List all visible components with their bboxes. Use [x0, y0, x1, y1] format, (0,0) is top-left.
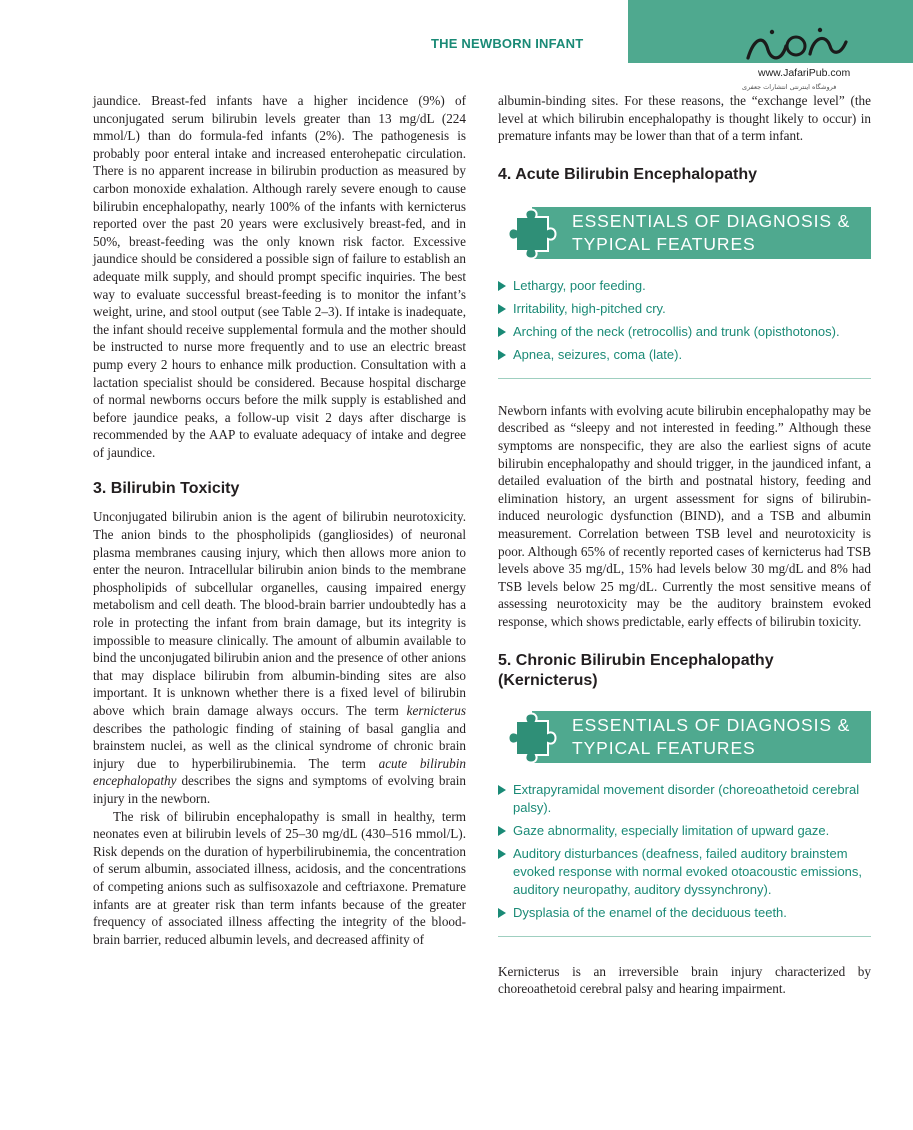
divider [498, 936, 871, 937]
feature-text: Arching of the neck (retrocollis) and trunk (opisthotonos). [513, 323, 840, 339]
feature-item [498, 277, 871, 295]
paragraph-acute-encephalopathy: Newborn infants with evolving acute bilirubin encephalopathy may be described as “sleepy and not interested in feeding.” Although these symptoms are nonspecific, they are also the earliest signs of acute bilirubin encephalopathy and should trigger, in the jaundiced infant, a detailed evaluation of the birth and postnatal history, feeding and elimination history, an urgent assessment for signs of bilirubin-induced neurologic dysfunction (BIND), and a TSB and albumin measurement. Correlation between TSB level and neurotoxicity is poor. Although 65% of recently reported cases of kernicterus had TSB levels above 35 mg/dL, 15% had levels below 30 mg/dL and 8% had TSB levels below 25 mg/dL. Currently the most sensitive means of assessing neurotoxicity may be the auditory brainstem evoked response, which shows predictable, early effects of bilirubin toxicity. [498, 402, 871, 629]
bullet-triangle-icon [498, 327, 506, 337]
essentials-box-acute [502, 207, 871, 259]
section-heading-acute-encephalopathy: 4. Acute Bilirubin Encephalopathy [498, 165, 757, 183]
feature-text: Lethargy, poor feeding. [513, 277, 646, 293]
section-heading-chronic-encephalopathy: 5. Chronic Bilirubin Encephalopathy (Kernicterus) [498, 651, 774, 689]
bullet-triangle-icon [498, 849, 506, 859]
feature-item [498, 845, 871, 899]
left-column [93, 92, 466, 948]
puzzle-piece-icon [502, 705, 566, 769]
divider [498, 378, 871, 379]
paragraph-encephalopathy-risk: The risk of bilirubin encephalopathy is small in healthy, term neonates even at bilirubin levels of 25–30 mg/dL (430–516 mmol/L). Risk depends on the duration of hyperbilirubinemia, the concentration of serum albumin, associated illness, acidosis, and the concentrations of competing anions such as sulfisoxazole and ceftriaxone. Premature infants are at greater risk than term infants because of the greater frequency of associated illness affecting the integrity of the blood-brain barrier, reduced albumin levels, and decreased affinity of [93, 808, 466, 947]
feature-item [498, 822, 871, 840]
feature-item [498, 346, 871, 364]
feature-text: Irritability, high-pitched cry. [513, 300, 666, 316]
feature-text: Auditory disturbances (deafness, failed auditory brainstem evoked response with normal evoked otoacoustic emissions, auditory neuropathy, auditory dyssynchrony). [513, 845, 863, 897]
features-list-chronic [498, 781, 871, 922]
publisher-tagline: فروشگاه اینترنتی انتشارات جعفری [742, 83, 837, 91]
feature-text: Extrapyramidal movement disorder (choreoathetoid cerebral palsy). [513, 781, 860, 815]
features-list-acute [498, 277, 871, 364]
publisher-logo-icon [742, 24, 852, 68]
feature-item [498, 904, 871, 922]
feature-text: Dysplasia of the enamel of the deciduous teeth. [513, 904, 787, 920]
feature-text: Gaze abnormality, especially limitation of upward gaze. [513, 822, 830, 838]
bullet-triangle-icon [498, 826, 506, 836]
bullet-triangle-icon [498, 350, 506, 360]
feature-item [498, 323, 871, 341]
essentials-title: ESSENTIALS OF DIAGNOSIS & TYPICAL FEATURES [572, 714, 851, 758]
running-header: THE NEWBORN INFANT [431, 36, 584, 51]
paragraph-breastfeeding-jaundice: jaundice. Breast-fed infants have a higher incidence (9%) of unconjugated serum bilirubin levels greater than 13 mg/dL (224 mmol/L) than do formula-fed infants (2%). The pathogenesis is probably poor enteral intake and increased enterohepatic circulation. There is no apparent increase in bilirubin production as measured by carbon monoxide exhalation. Although rarely severe enough to cause bilirubin encephalopathy, nearly 100% of the infants with kernicterus reported over the past 20 years were exclusively breast-fed, and in 50%, breast-feeding was the only known risk factor. Excessive jaundice should be considered a possible sign of failure to establish an adequate milk supply, and should prompt specific inquiries. The best way to evaluate successful breast-feeding is to monitor the infant’s weight, urine, and stool output (see Table 2–3). If intake is inadequate, the infant should receive supplemental formula and the mother should be instructed to nurse more frequently and to use an electric breast pump every 2 hours to enhance milk production. Consultation with a lactation specialist should be considered. Because hospital discharge of normal newborns occurs before the milk supply is established and before jaundice peaks, a follow-up visit 2 days after discharge is recommended by the AAP to evaluate adequacy of intake and degree of jaundice. [93, 93, 466, 460]
publisher-url: www.JafariPub.com [758, 67, 851, 79]
bullet-triangle-icon [498, 281, 506, 291]
puzzle-piece-icon [502, 201, 566, 265]
bullet-triangle-icon [498, 908, 506, 918]
bullet-triangle-icon [498, 785, 506, 795]
essentials-box-chronic [502, 711, 871, 763]
section-heading-bilirubin-toxicity: 3. Bilirubin Toxicity [93, 480, 240, 498]
feature-item [498, 781, 871, 817]
paragraph-bilirubin-toxicity: Unconjugated bilirubin anion is the agent of bilirubin neurotoxicity. The anion binds to the phospholipids (gangliosides) of neuronal plasma membranes causing injury, which then allows more anion to enter the neuron. Intracellular bilirubin anion binds to the membrane phospholipids of subcellular organelles, causing impaired energy metabolism and cell death. The blood-brain barrier undoubtedly has a role in protecting the infant from brain damage, but its integrity is impossible to measure clinically. The amount of albumin available to bind the unconjugated bilirubin anion and the presence of other anions that may displace bilirubin from albumin-binding sites are also important. It is unknown whether there is a fixed level of bilirubin above which brain damage always occurs. The term kernicterus describes the pathologic finding of staining of basal ganglia and brainstem nuclei, as well as the clinical syndrome of chronic brain injury due to hyperbilirubinemia. The term acute bilirubin encephalopathy describes the signs and symptoms of evolving brain injury in the newborn. [93, 509, 466, 806]
feature-item [498, 300, 871, 318]
paragraph-kernicterus: Kernicterus is an irreversible brain injury characterized by choreoathetoid cerebral palsy and hearing impairment. [498, 963, 871, 997]
right-column [498, 92, 871, 998]
feature-text: Apnea, seizures, coma (late). [513, 346, 683, 362]
essentials-title: ESSENTIALS OF DIAGNOSIS & TYPICAL FEATURES [572, 210, 851, 254]
paragraph-exchange-level: albumin-binding sites. For these reasons, the “exchange level” (the level at which bilirubin encephalopathy is thought likely to occur) in premature infants may be lower than that of a term infant. [498, 93, 871, 144]
bullet-triangle-icon [498, 304, 506, 314]
